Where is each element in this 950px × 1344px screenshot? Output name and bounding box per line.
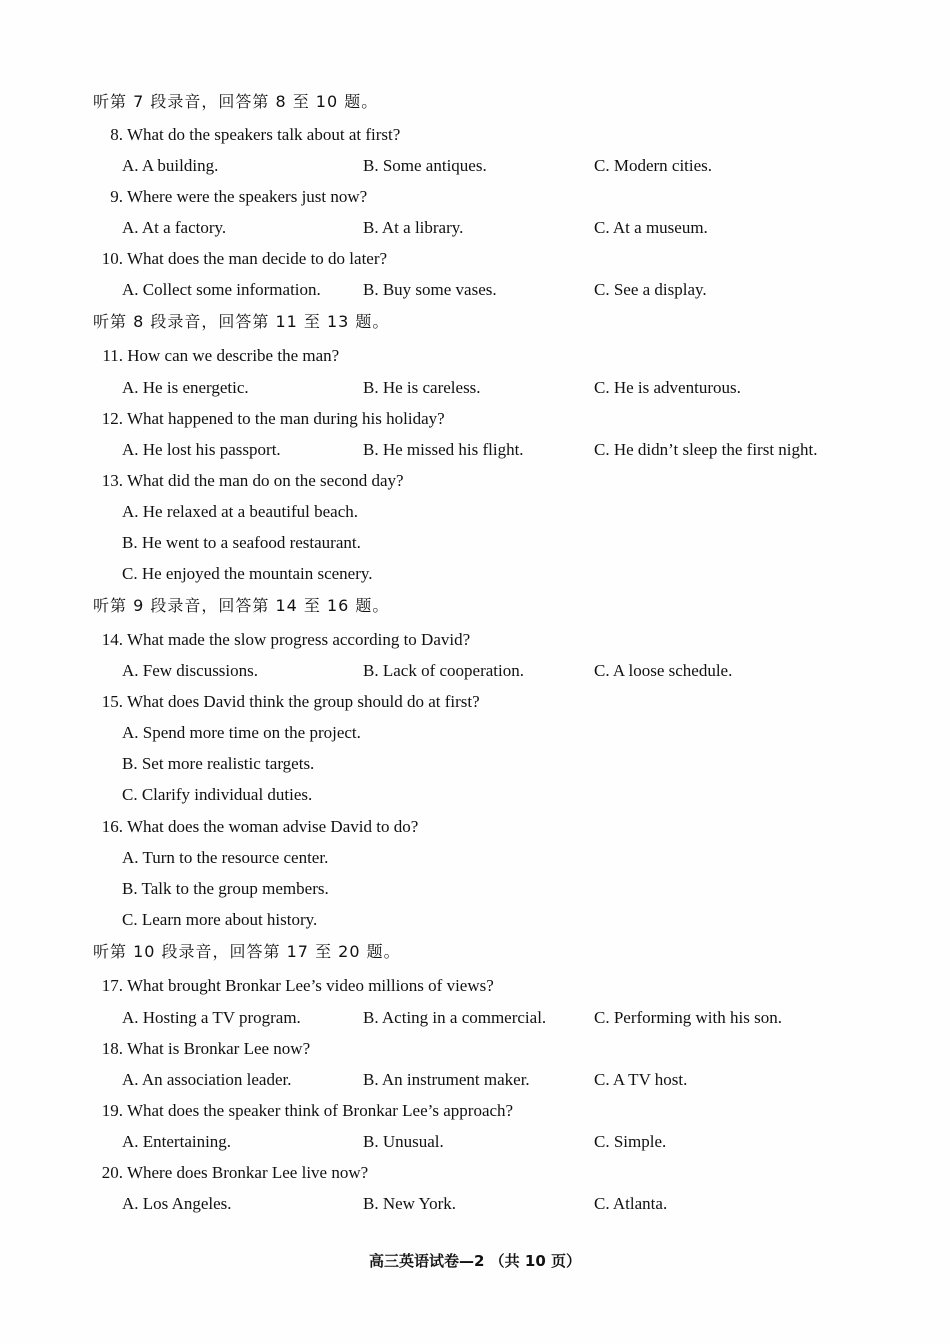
question-13	[93, 465, 404, 496]
question-8	[93, 119, 400, 150]
option-a: A. Entertaining.	[122, 1132, 232, 1151]
question-number: 10.	[101, 249, 123, 268]
question-text: Where were the speakers just now?	[126, 187, 368, 206]
option-c: C. Simple.	[594, 1132, 667, 1151]
option-b: B. He went to a seafood restaurant.	[122, 533, 361, 552]
question-number: 20.	[101, 1163, 123, 1182]
question-number: 16.	[101, 817, 123, 836]
options-row	[0, 717, 950, 748]
question-15	[93, 686, 480, 717]
option-c: C. See a display.	[594, 280, 707, 299]
option-b: B. Buy some vases.	[363, 280, 497, 299]
question-text: What does the woman advise David to do?	[126, 817, 419, 836]
question-text: What does David think the group should do at first?	[126, 692, 480, 711]
option-c: C. He didn’t sleep the first night.	[594, 440, 818, 459]
options-row	[0, 372, 950, 403]
question-text: What is Bronkar Lee now?	[126, 1039, 311, 1058]
options-row	[0, 779, 950, 810]
option-a: A. A building.	[122, 156, 219, 175]
question-18	[93, 1033, 310, 1064]
options-row	[0, 434, 950, 465]
question-text: What brought Bronkar Lee’s video millions of views?	[126, 976, 494, 995]
question-number: 12.	[101, 409, 123, 428]
question-number: 11.	[102, 346, 123, 365]
option-a: A. Turn to the resource center.	[122, 848, 329, 867]
options-row	[0, 274, 950, 305]
option-b: B. An instrument maker.	[363, 1070, 530, 1089]
option-c: C. At a museum.	[594, 218, 708, 237]
options-row	[0, 842, 950, 873]
options-row	[0, 527, 950, 558]
section-heading: 听第 7 段录音，回答第 8 至 10 题。	[93, 92, 379, 111]
options-row	[0, 748, 950, 779]
options-row	[0, 1188, 950, 1219]
options-row	[0, 1126, 950, 1157]
options-row	[0, 1002, 950, 1033]
option-b: B. Unusual.	[363, 1132, 444, 1151]
option-a: A. He lost his passport.	[122, 440, 281, 459]
question-number: 15.	[101, 692, 123, 711]
option-b: B. Talk to the group members.	[122, 879, 329, 898]
option-a: A. Few discussions.	[122, 661, 259, 680]
question-text: How can we describe the man?	[127, 346, 340, 365]
options-row	[0, 655, 950, 686]
option-a: A. Collect some information.	[122, 280, 321, 299]
question-text: What do the speakers talk about at first?	[126, 125, 401, 144]
options-row	[0, 150, 950, 181]
options-row	[0, 558, 950, 589]
option-a: A. He relaxed at a beautiful beach.	[122, 502, 358, 521]
question-text: What happened to the man during his holiday?	[126, 409, 445, 428]
question-text: What did the man do on the second day?	[126, 471, 404, 490]
question-text: What does the speaker think of Bronkar Lee’s approach?	[126, 1101, 514, 1120]
question-19	[93, 1095, 513, 1126]
option-b: B. Acting in a commercial.	[363, 1008, 547, 1027]
option-b: B. Lack of cooperation.	[363, 661, 524, 680]
options-row	[0, 904, 950, 935]
question-number: 8.	[110, 125, 123, 144]
option-b: B. Some antiques.	[363, 156, 487, 175]
question-11	[93, 340, 339, 371]
option-c: C. He enjoyed the mountain scenery.	[122, 564, 373, 583]
question-20	[93, 1157, 368, 1188]
question-number: 14.	[101, 630, 123, 649]
question-17	[93, 970, 494, 1001]
options-row	[0, 1064, 950, 1095]
question-16	[93, 811, 418, 842]
option-a: A. Spend more time on the project.	[122, 723, 361, 742]
option-c: C. Modern cities.	[594, 156, 713, 175]
option-a: A. Hosting a TV program.	[122, 1008, 301, 1027]
question-number: 18.	[101, 1039, 123, 1058]
option-a: A. He is energetic.	[122, 378, 249, 397]
option-b: B. New York.	[363, 1194, 457, 1213]
question-14	[93, 624, 470, 655]
option-c: C. A TV host.	[594, 1070, 688, 1089]
question-text: What does the man decide to do later?	[126, 249, 388, 268]
option-b: B. At a library.	[363, 218, 464, 237]
option-b: B. He missed his flight.	[363, 440, 524, 459]
option-c: C. Clarify individual duties.	[122, 785, 313, 804]
question-9	[93, 181, 367, 212]
option-c: C. Learn more about history.	[122, 910, 318, 929]
question-number: 13.	[101, 471, 123, 490]
option-c: C. Atlanta.	[594, 1194, 668, 1213]
section-heading: 听第 10 段录音，回答第 17 至 20 题。	[93, 942, 401, 961]
section-heading: 听第 9 段录音，回答第 14 至 16 题。	[93, 596, 390, 615]
question-number: 19.	[101, 1101, 123, 1120]
question-text: What made the slow progress according to David?	[126, 630, 471, 649]
option-c: C. He is adventurous.	[594, 378, 741, 397]
option-b: B. He is careless.	[363, 378, 481, 397]
question-number: 17.	[101, 976, 123, 995]
option-b: B. Set more realistic targets.	[122, 754, 315, 773]
page-footer: 高三英语试卷—2 （共 10 页）	[369, 1252, 581, 1270]
question-number: 9.	[110, 187, 123, 206]
question-10	[93, 243, 387, 274]
option-a: A. At a factory.	[122, 218, 227, 237]
option-c: C. A loose schedule.	[594, 661, 733, 680]
options-row	[0, 496, 950, 527]
option-a: A. An association leader.	[122, 1070, 292, 1089]
options-row	[0, 212, 950, 243]
option-c: C. Performing with his son.	[594, 1008, 782, 1027]
option-a: A. Los Angeles.	[122, 1194, 232, 1213]
question-text: Where does Bronkar Lee live now?	[126, 1163, 369, 1182]
options-row	[0, 873, 950, 904]
question-12	[93, 403, 445, 434]
section-heading: 听第 8 段录音，回答第 11 至 13 题。	[93, 312, 390, 331]
